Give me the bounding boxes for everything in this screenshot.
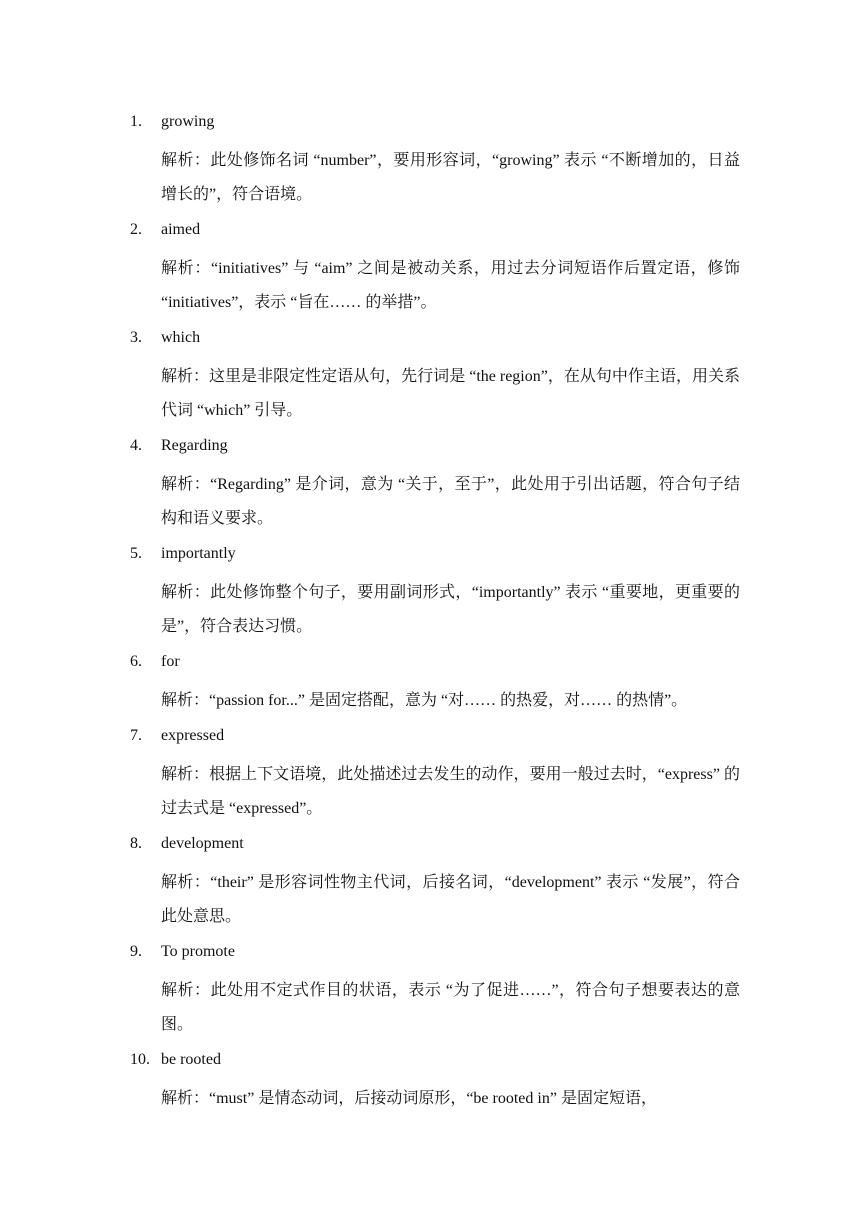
answer-word: importantly: [161, 545, 236, 562]
answer-number: 1.: [130, 113, 142, 130]
answer-item-5: [130, 542, 740, 644]
answer-number: 2.: [130, 221, 142, 238]
answer-number: 10.: [130, 1051, 150, 1068]
answer-item-4: [130, 434, 740, 536]
answer-item-8: [130, 832, 740, 934]
answer-heading: [130, 724, 740, 748]
answer-item-2: [130, 218, 740, 320]
answer-word: To promote: [161, 943, 235, 960]
answer-number: 3.: [130, 329, 142, 346]
answer-number: 4.: [130, 437, 142, 454]
answer-explanation: 解析：“Regarding” 是介词，意为 “关于，至于”，此处用于引出话题，符合句子结构和语义要求。: [161, 476, 740, 527]
answer-item-9: [130, 940, 740, 1042]
answer-heading: [130, 1048, 740, 1072]
answer-word: growing: [161, 113, 215, 130]
answer-explanation: 解析：“initiatives” 与 “aim” 之间是被动关系，用过去分词短语作后置定语，修饰 “initiatives”，表示 “旨在…… 的举措”。: [161, 260, 740, 311]
answer-number: 7.: [130, 727, 142, 744]
answer-number: 5.: [130, 545, 142, 562]
answer-number: 9.: [130, 943, 142, 960]
answer-number: 8.: [130, 835, 142, 852]
answer-list: [130, 110, 740, 1122]
answer-heading: [130, 832, 740, 856]
answer-heading: [130, 218, 740, 242]
answer-word: development: [161, 835, 244, 852]
answer-word: be rooted: [161, 1051, 221, 1068]
answer-item-6: [130, 650, 740, 718]
answer-explanation: 解析：这里是非限定性定语从句，先行词是 “the region”，在从句中作主语，用关系代词 “which” 引导。: [161, 368, 740, 419]
answer-heading: [130, 434, 740, 458]
answer-word: expressed: [161, 727, 225, 744]
answer-explanation: 解析：此处修饰整个句子，要用副词形式，“importantly” 表示 “重要地，更重要的是”，符合表达习惯。: [161, 584, 740, 635]
answer-explanation: 解析：“their” 是形容词性物主代词，后接名词，“development” 表示 “发展”，符合此处意思。: [161, 874, 740, 925]
answer-item-7: [130, 724, 740, 826]
answer-item-1: [130, 110, 740, 212]
answer-number: 6.: [130, 653, 142, 670]
answer-explanation: 解析：“passion for...” 是固定搭配，意为 “对…… 的热爱，对…… 的热情”。: [161, 692, 688, 709]
answer-explanation: 解析：此处修饰名词 “number”，要用形容词，“growing” 表示 “不断增加的，日益增长的”，符合语境。: [161, 152, 740, 203]
answer-explanation: 解析：“must” 是情态动词，后接动词原形，“be rooted in” 是固定短语，: [161, 1090, 657, 1107]
answer-word: which: [161, 329, 201, 346]
answer-word: aimed: [161, 221, 201, 238]
answer-heading: [130, 110, 740, 134]
answer-word: for: [161, 653, 180, 670]
answer-word: Regarding: [161, 437, 228, 454]
answer-heading: [130, 650, 740, 674]
answer-item-3: [130, 326, 740, 428]
answer-explanation: 解析：此处用不定式作目的状语，表示 “为了促进……”，符合句子想要表达的意图。: [161, 982, 740, 1033]
answer-heading: [130, 326, 740, 350]
answer-heading: [130, 542, 740, 566]
answer-heading: [130, 940, 740, 964]
answer-explanation: 解析：根据上下文语境，此处描述过去发生的动作，要用一般过去时，“express” 的过去式是 “expressed”。: [161, 766, 740, 817]
answer-item-10: [130, 1048, 740, 1116]
